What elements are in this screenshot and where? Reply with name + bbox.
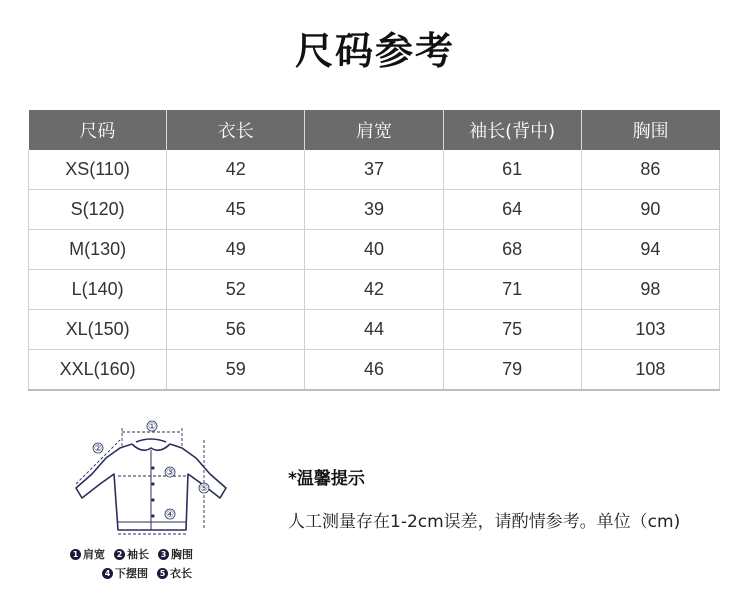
table-cell: 98 (581, 270, 719, 310)
table-cell: XL(150) (29, 310, 167, 350)
marker-chest: ③ (165, 468, 175, 478)
table-cell: 44 (305, 310, 443, 350)
table-cell: 46 (305, 350, 443, 391)
table-cell: 59 (167, 350, 305, 391)
table-cell: 68 (443, 230, 581, 270)
table-cell: 61 (443, 150, 581, 190)
legend-label: 袖长 (127, 548, 149, 561)
table-cell: 42 (305, 270, 443, 310)
tips-text: 人工测量存在1-2cm误差，请酌情参考。单位（cm) (288, 512, 681, 532)
table-row (29, 270, 720, 310)
table-cell: 71 (443, 270, 581, 310)
header-sleeve: 袖长(背中) (443, 110, 581, 150)
number-badge: 5 (157, 568, 168, 579)
legend-item-chest (158, 546, 193, 562)
number-badge: 4 (102, 568, 113, 579)
marker-length: ⑤ (199, 484, 209, 494)
header-length: 衣长 (167, 110, 305, 150)
table-cell: M(130) (29, 230, 167, 270)
tips-title: *温馨提示 (288, 469, 365, 489)
legend-item-length (157, 565, 192, 581)
marker-shoulder: ① (147, 422, 157, 432)
table-row (29, 350, 720, 391)
page-title: 尺码参考 (294, 29, 455, 73)
legend-item-sleeve (114, 546, 149, 562)
table-row (29, 150, 720, 190)
table-cell: 39 (305, 190, 443, 230)
number-badge: 3 (158, 549, 169, 560)
table-row (29, 190, 720, 230)
table-cell: S(120) (29, 190, 167, 230)
diagram-legend (70, 546, 260, 584)
table-cell: L(140) (29, 270, 167, 310)
table-cell: 37 (305, 150, 443, 190)
marker-sleeve: ② (93, 444, 103, 454)
table-cell: 45 (167, 190, 305, 230)
table-cell: 42 (167, 150, 305, 190)
table-header-row (29, 110, 720, 150)
legend-label: 下摆围 (115, 567, 148, 580)
table-cell: 94 (581, 230, 719, 270)
marker-hem: ④ (165, 510, 175, 520)
header-size: 尺码 (29, 110, 167, 150)
table-cell: 64 (443, 190, 581, 230)
header-chest: 胸围 (581, 110, 719, 150)
size-table (28, 110, 720, 391)
table-cell: XXL(160) (29, 350, 167, 391)
table-cell: 103 (581, 310, 719, 350)
header-shoulder: 肩宽 (305, 110, 443, 150)
table-cell: 79 (443, 350, 581, 391)
legend-label: 胸围 (171, 548, 193, 561)
table-row (29, 230, 720, 270)
table-cell: 52 (167, 270, 305, 310)
table-row (29, 310, 720, 350)
legend-item-shoulder (70, 546, 105, 562)
table-cell: 75 (443, 310, 581, 350)
jacket-measurement-diagram (62, 418, 252, 546)
table-cell: 108 (581, 350, 719, 391)
table-cell: 56 (167, 310, 305, 350)
number-badge: 1 (70, 549, 81, 560)
legend-label: 衣长 (170, 567, 192, 580)
table-cell: 90 (581, 190, 719, 230)
table-cell: XS(110) (29, 150, 167, 190)
number-badge: 2 (114, 549, 125, 560)
legend-label: 肩宽 (83, 548, 105, 561)
table-cell: 49 (167, 230, 305, 270)
legend-item-hem (102, 565, 148, 581)
table-cell: 40 (305, 230, 443, 270)
table-cell: 86 (581, 150, 719, 190)
